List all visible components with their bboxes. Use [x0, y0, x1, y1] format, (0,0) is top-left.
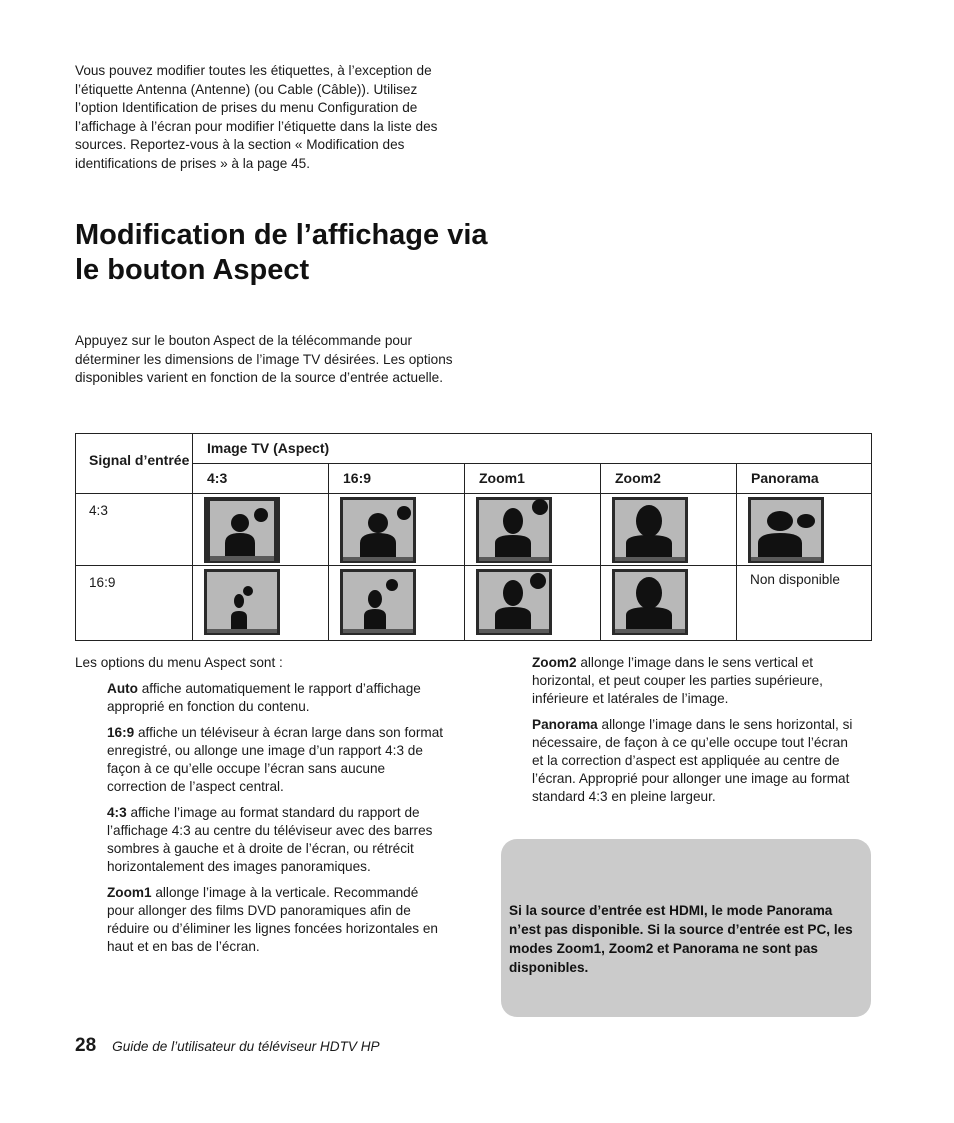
- col-header-zoom1: [465, 464, 601, 494]
- option-desc: allonge l’image dans le sens horizontal, si nécessaire, de façon à ce qu’elle occupe tout l’écran et la correction d’aspect est appliquée au centre de l’écran. Approprié pour allonger une image au format standard 4:3 en pleine largeur.: [532, 717, 853, 804]
- signal-header-label: Signal d’entrée: [89, 452, 190, 468]
- option-desc: affiche l’image au format standard du rapport de l’affichage 4:3 au centre du téléviseur avec des barres sombres à gauche et à droite de l’écran, ou rétrécit horizontalement des images panoramiques.: [107, 805, 433, 874]
- option-desc: allonge l’image à la verticale. Recommandé pour allonger des films DVD panoramiques afin de réduire ou d’éliminer les lignes foncées horizontales en haut et en bas de l’écran.: [107, 885, 438, 954]
- row-signal-4-3: 4:3: [76, 494, 193, 566]
- thumb-cell: [329, 494, 465, 566]
- section-heading: Modification de l’affichage via le bouton Aspect: [75, 219, 488, 286]
- wide-stretch-photo-icon: [748, 497, 824, 563]
- center-photo-icon: [340, 497, 416, 563]
- col-header-panorama: [737, 464, 872, 494]
- small-photo-icon: [204, 569, 280, 635]
- thumb-cell: [465, 494, 601, 566]
- col-header-4-3: [193, 464, 329, 494]
- option-term: Zoom2: [532, 655, 577, 670]
- thumb-cell: [329, 566, 465, 641]
- zoomed-photo-icon: [476, 497, 552, 563]
- option-term: Panorama: [532, 717, 598, 732]
- col-label: 4:3: [207, 470, 228, 486]
- thumb-cell: [601, 494, 737, 566]
- page-footer: [75, 1035, 380, 1057]
- col-header-zoom2: [601, 464, 737, 494]
- option-16-9: [107, 724, 445, 796]
- option-zoom2: [532, 654, 862, 708]
- thumb-cell: [737, 494, 872, 566]
- option-term: 16:9: [107, 725, 135, 740]
- section-intro-text: Appuyez sur le bouton Aspect de la télécommande pour déterminer les dimensions de l’image TV désirées. Les options disponibles varient en fonction de la source d’entrée actuelle.: [75, 333, 453, 386]
- col-label: Panorama: [751, 470, 819, 486]
- cropped-zoom-photo-icon: [612, 569, 688, 635]
- thumb-cell: [601, 566, 737, 641]
- option-term: 4:3: [107, 805, 127, 820]
- col-label: 16:9: [343, 470, 372, 486]
- zoomed-photo-icon: [476, 569, 552, 635]
- option-desc: affiche un téléviseur à écran large dans son format enregistré, ou allonge une image d’un rapport 4:3 de façon à ce qu’elle occupe l’écran sans aucune correction de l’aspect central.: [107, 725, 444, 794]
- thumb-cell: [465, 566, 601, 641]
- cropped-zoom-photo-icon: [612, 497, 688, 563]
- option-term: Auto: [107, 681, 138, 696]
- options-left-column: [75, 654, 445, 956]
- thumb-cell: [193, 566, 329, 641]
- signal-header: [76, 434, 193, 494]
- col-header-16-9: [329, 464, 465, 494]
- guide-title: Guide de l’utilisateur du téléviseur HDTV HP: [112, 1039, 380, 1054]
- row-signal-16-9: 16:9: [76, 566, 193, 641]
- option-auto: [107, 680, 445, 716]
- small-center-photo-icon: [204, 497, 280, 563]
- options-right-column: [532, 654, 862, 814]
- note-text: Si la source d’entrée est HDMI, le mode Panorama n’est pas disponible. Si la source d’entrée est PC, les modes Zoom1, Zoom2 et Panorama ne sont pas disponibles.: [509, 903, 853, 975]
- intro-paragraph: [75, 62, 455, 174]
- thumb-cell: [193, 494, 329, 566]
- col-label: Zoom2: [615, 470, 661, 486]
- col-label: Zoom1: [479, 470, 525, 486]
- option-4-3: [107, 804, 445, 876]
- option-desc: allonge l’image dans le sens vertical et horizontal, et peut couper les parties supérieure, inférieure et latérales de l’image.: [532, 655, 823, 706]
- page-number: 28: [75, 1035, 97, 1056]
- unavailable-cell: Non disponible: [737, 566, 872, 641]
- small-photo-icon: [340, 569, 416, 635]
- option-term: Zoom1: [107, 885, 152, 900]
- image-header-label: Image TV (Aspect): [207, 440, 330, 456]
- aspect-table: [75, 433, 872, 641]
- intro-text: Vous pouvez modifier toutes les étiquettes, à l’exception de l’étiquette Antenna (Antenne) (ou Cable (Câble)). Utilisez l’option Identification de prises du menu Configuration de l’affichage à l’écran pour modifier l’étiquette dans la liste des sources. Reportez-vous à la section « Modification des identifications de prises » à la page 45.: [75, 63, 438, 171]
- option-panorama: [532, 716, 862, 806]
- options-intro: Les options du menu Aspect sont :: [75, 655, 283, 670]
- table-row: [76, 566, 872, 641]
- option-desc: affiche automatiquement le rapport d’affichage approprié en fonction du contenu.: [107, 681, 421, 714]
- table-row: [76, 494, 872, 566]
- note-box: [501, 839, 871, 1017]
- image-header: [193, 434, 872, 464]
- option-zoom1: [107, 884, 445, 956]
